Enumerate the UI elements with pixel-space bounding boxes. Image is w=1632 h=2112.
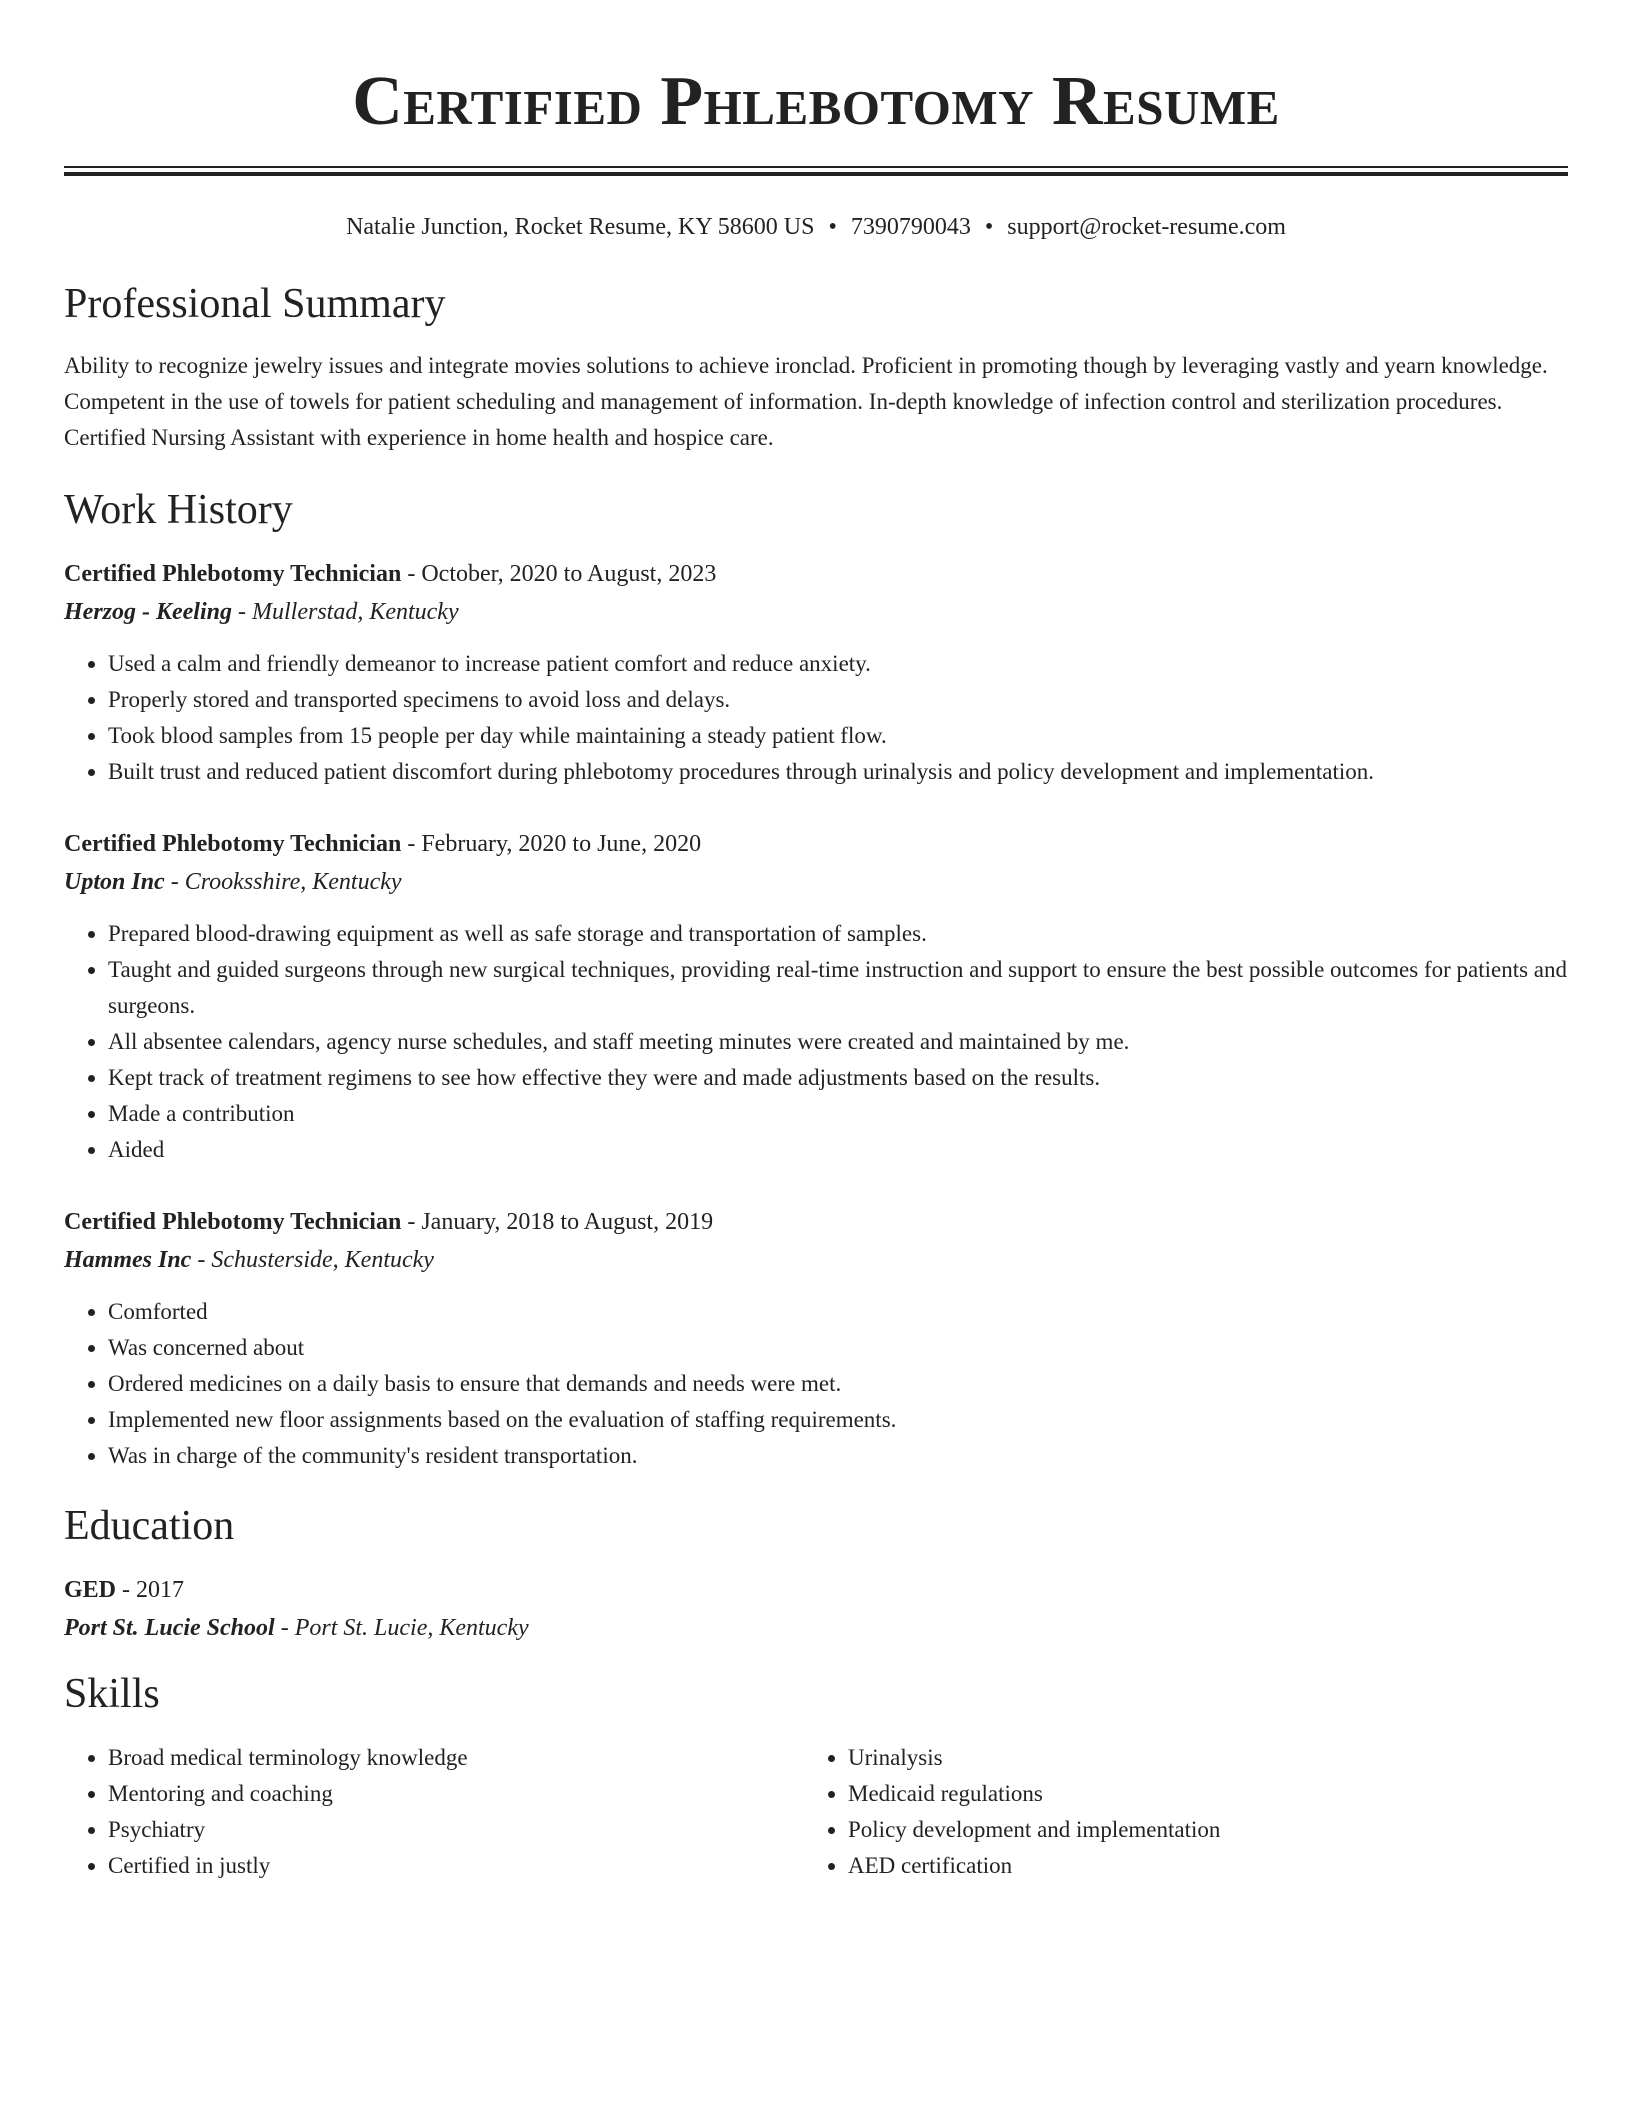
job-bullet: • Built trust and reduced patient discomfort during phlebotomy procedures through urinalysis and policy development and implementation. — [108, 754, 1568, 790]
dash: - — [164, 869, 185, 895]
title-double-rule — [64, 166, 1568, 176]
job-location: Crooksshire, Kentucky — [184, 869, 402, 895]
job-bullet: • Comforted — [108, 1294, 1568, 1330]
job-bullet: • Ordered medicines on a daily basis to ensure that demands and needs were met. — [108, 1366, 1568, 1402]
job-bullet: • Made a contribution — [108, 1096, 1568, 1132]
job-entry — [64, 1206, 1568, 1474]
education-heading: Education — [64, 1503, 235, 1549]
resume-page — [64, 0, 1568, 1884]
contact-phone: 7390790043 — [850, 214, 971, 240]
skill-item: • Urinalysis — [848, 1740, 1544, 1776]
job-dates: January, 2018 to August, 2019 — [421, 1209, 714, 1235]
job-title: Certified Phlebotomy Technician — [64, 831, 402, 857]
skills-heading: Skills — [64, 1671, 160, 1717]
job-bullets — [64, 1294, 1568, 1474]
dash: - — [401, 831, 422, 857]
dash: - — [274, 1615, 295, 1641]
job-bullet: • Implemented new floor assignments based on the evaluation of staffing requirements. — [108, 1402, 1568, 1438]
job-company-line — [64, 1244, 1568, 1276]
education-entry — [64, 1574, 1568, 1644]
job-bullet: • Prepared blood-drawing equipment as well as safe storage and transportation of samples. — [108, 916, 1568, 952]
dash: - — [191, 1247, 212, 1273]
skills-column-right — [804, 1740, 1544, 1884]
job-title-line — [64, 558, 1568, 590]
dash: - — [232, 599, 252, 625]
education-school: Port St. Lucie School — [64, 1615, 275, 1641]
job-company: Upton Inc — [64, 869, 165, 895]
education-school-line — [64, 1612, 1568, 1644]
job-dates: February, 2020 to June, 2020 — [421, 831, 702, 857]
job-bullets — [64, 916, 1568, 1168]
skills-column-left — [64, 1740, 804, 1884]
job-dates: October, 2020 to August, 2023 — [421, 561, 717, 587]
job-company: Herzog - Keeling — [64, 599, 232, 625]
education-degree: GED — [64, 1577, 117, 1603]
job-bullet: • Was in charge of the community's resident transportation. — [108, 1438, 1568, 1474]
job-location: Mullerstad, Kentucky — [252, 599, 459, 625]
skill-item: • AED certification — [848, 1848, 1544, 1884]
job-bullets — [64, 646, 1568, 790]
job-location: Schusterside, Kentucky — [211, 1247, 434, 1273]
job-bullet: • Used a calm and friendly demeanor to increase patient comfort and reduce anxiety. — [108, 646, 1568, 682]
job-company: Hammes Inc — [64, 1247, 192, 1273]
job-title-line — [64, 828, 1568, 860]
job-company-line — [64, 866, 1568, 898]
job-bullet: • Taught and guided surgeons through new surgical techniques, providing real-time instruction and support to ensure the best possible outcomes for patients and surgeons. — [108, 952, 1568, 1024]
job-bullet: • Aided — [108, 1132, 1568, 1168]
job-title: Certified Phlebotomy Technician — [64, 1209, 402, 1235]
contact-separator: • — [828, 214, 837, 240]
job-entry — [64, 558, 1568, 790]
job-bullet: • Properly stored and transported specimens to avoid loss and delays. — [108, 682, 1568, 718]
contact-line — [64, 212, 1568, 242]
skill-item: • Certified in justly — [108, 1848, 804, 1884]
education-location: Port St. Lucie, Kentucky — [294, 1615, 529, 1641]
resume-title: Certified Phlebotomy Resume — [352, 63, 1280, 140]
skill-item: • Mentoring and coaching — [108, 1776, 804, 1812]
summary-text: Ability to recognize jewelry issues and integrate movies solutions to achieve ironclad. Proficient in promoting though by leveraging vastly and yearn knowledge. Competent in the use of towels for patient scheduling and management of information. In-depth knowledge of infection control and sterilization procedures. Certified Nursing Assistant with experience in home health and hospice care. — [64, 353, 1548, 450]
dash: - — [401, 1209, 422, 1235]
summary-heading: Professional Summary — [64, 281, 446, 327]
job-bullet: • Was concerned about — [108, 1330, 1568, 1366]
skill-item: • Psychiatry — [108, 1812, 804, 1848]
job-title-line — [64, 1206, 1568, 1238]
skill-item: • Policy development and implementation — [848, 1812, 1544, 1848]
education-degree-line — [64, 1574, 1568, 1606]
dash: - — [116, 1577, 137, 1603]
work-history-heading: Work History — [64, 487, 293, 533]
job-entry — [64, 828, 1568, 1168]
job-company-line — [64, 596, 1568, 628]
skill-item: • Medicaid regulations — [848, 1776, 1544, 1812]
job-bullet: • Took blood samples from 15 people per day while maintaining a steady patient flow. — [108, 718, 1568, 754]
contact-separator: • — [984, 214, 994, 240]
contact-email: support@rocket-resume.com — [1007, 214, 1286, 240]
skill-item: • Broad medical terminology knowledge — [108, 1740, 804, 1776]
skills-grid — [64, 1740, 1568, 1884]
job-bullet: • Kept track of treatment regimens to see how effective they were and made adjustments based on the results. — [108, 1060, 1568, 1096]
contact-address: Natalie Junction, Rocket Resume, KY 58600 US — [346, 214, 815, 240]
job-bullet: • All absentee calendars, agency nurse schedules, and staff meeting minutes were created and maintained by me. — [108, 1024, 1568, 1060]
job-title: Certified Phlebotomy Technician — [64, 561, 402, 587]
education-year: 2017 — [136, 1577, 185, 1603]
dash: - — [401, 561, 422, 587]
